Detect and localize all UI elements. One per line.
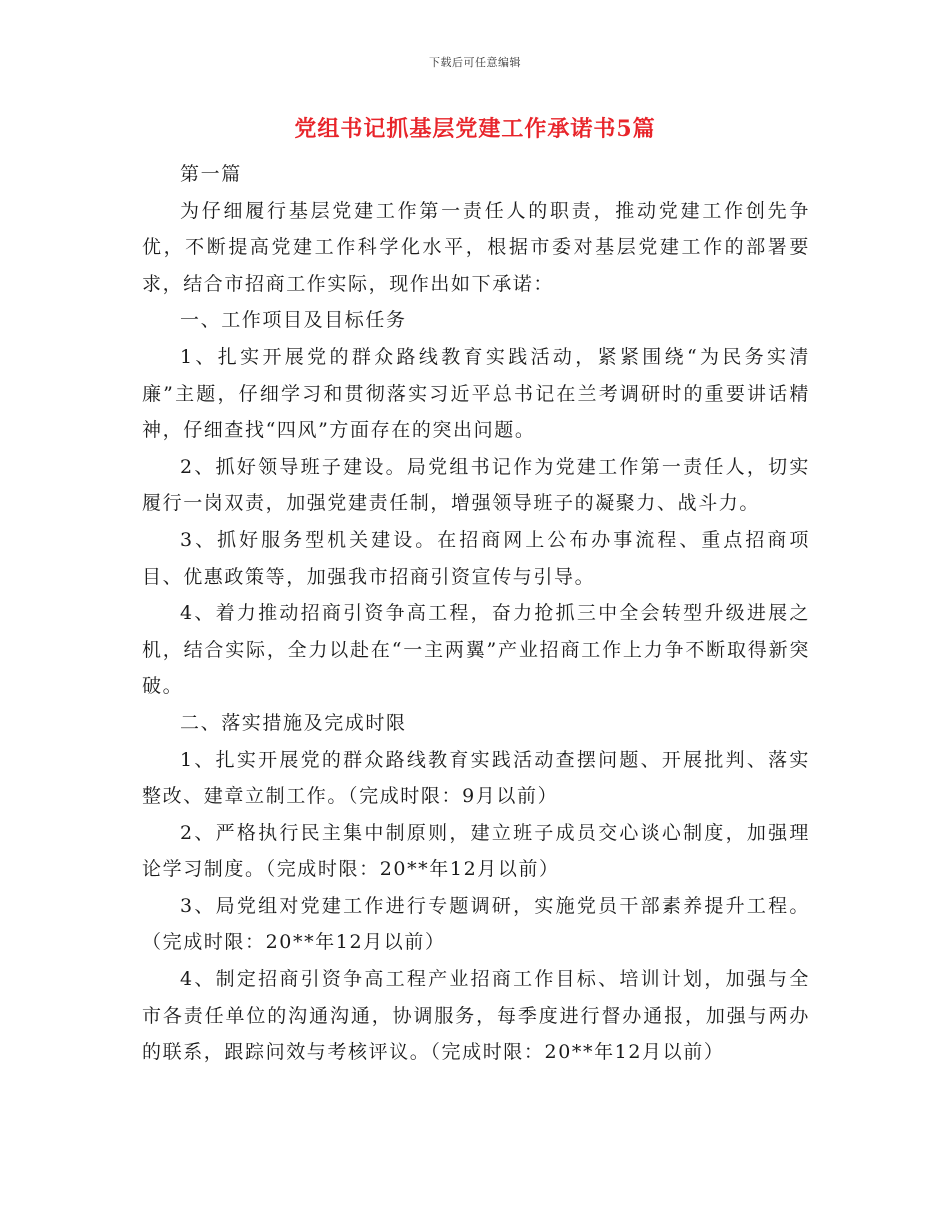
paragraph: 1、扎实开展党的群众路线教育实践活动，紧紧围绕“为民务实清廉”主题，仔细学习和贯彻落实习近平总书记在兰考调研时的重要讲话精神，仔细查找“四风”方面存在的突出问题。 xyxy=(142,345,810,442)
header-note: 下载后可任意编辑 xyxy=(429,56,521,69)
section-label: 第一篇 xyxy=(180,163,242,185)
paragraph: 2、严格执行民主集中制原则，建立班子成员交心谈心制度，加强理论学习制度。（完成时限：20**年12月以前） xyxy=(142,821,810,881)
paragraph: 2、抓好领导班子建设。局党组书记作为党建工作第一责任人，切实履行一岗双责，加强党建责任制，增强领导班子的凝聚力、战斗力。 xyxy=(142,455,810,515)
document-title: 党组书记抓基层党建工作承诺书5篇 xyxy=(294,116,656,142)
paragraph: 3、抓好服务型机关建设。在招商网上公布办事流程、重点招商项目、优惠政策等，加强我市招商引资宣传与引导。 xyxy=(142,528,810,588)
section-heading: 二、落实措施及完成时限 xyxy=(180,711,407,734)
paragraph: 3、局党组对党建工作进行专题调研，实施党员干部素养提升工程。（完成时限：20**年12月以前） xyxy=(142,894,810,954)
paragraph: 4、着力推动招商引资争高工程，奋力抢抓三中全会转型升级进展之机，结合实际，全力以赴在“一主两翼”产业招商工作上力争不断取得新突破。 xyxy=(142,602,810,698)
section-heading: 一、工作项目及目标任务 xyxy=(180,309,407,332)
paragraph: 为仔细履行基层党建工作第一责任人的职责，推动党建工作创先争优，不断提高党建工作科学化水平，根据市委对基层党建工作的部署要求，结合市招商工作实际，现作出如下承诺： xyxy=(142,199,810,295)
paragraph: 1、扎实开展党的群众路线教育实践活动查摆问题、开展批判、落实整改、建章立制工作。（完成时限：9月以前） xyxy=(142,748,810,808)
document-body xyxy=(142,156,810,1071)
paragraph: 4、制定招商引资争高工程产业招商工作目标、培训计划，加强与全市各责任单位的沟通沟通，协调服务，每季度进行督办通报，加强与两办的联系，跟踪问效与考核评议。（完成时限：20**年12月以前） xyxy=(142,968,810,1064)
